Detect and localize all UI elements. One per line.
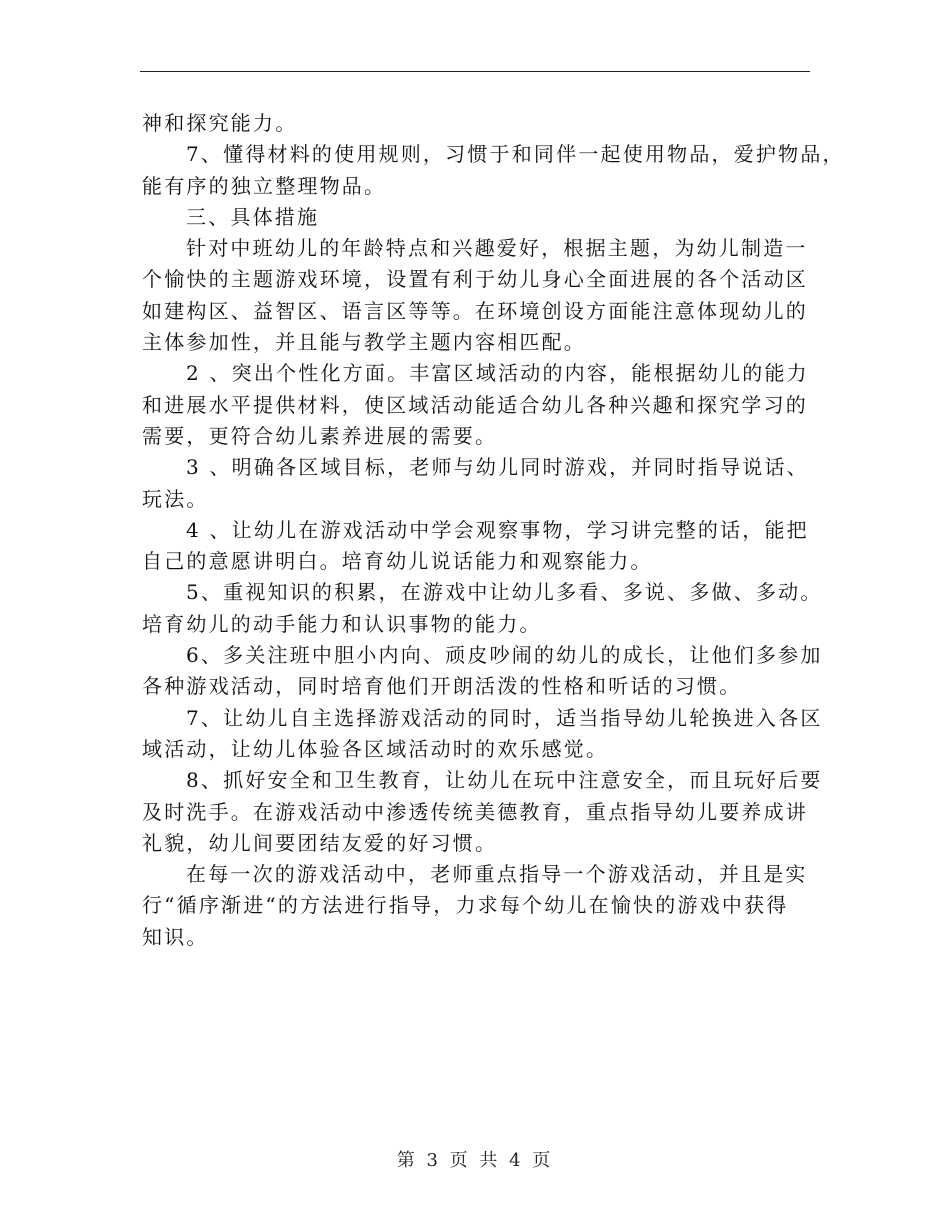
text-line: 7、懂得材料的使用规则，习惯于和同伴一起使用物品，爱护物品， bbox=[186, 142, 845, 167]
text-line: 如建构区、益智区、语言区等等。在环境创设方面能注意体现幼儿的 bbox=[142, 298, 808, 323]
text-line: 个愉快的主题游戏环境，设置有利于幼儿身心全面进展的各个活动区 bbox=[142, 267, 808, 292]
text-line: 神和探究能力。 bbox=[142, 111, 298, 135]
text-line: 7、让幼儿自主选择游戏活动的同时，适当指导幼儿轮换进入各区 bbox=[186, 705, 823, 730]
text-line: 自己的意愿讲明白。培育幼儿说话能力和观察能力。 bbox=[142, 549, 653, 574]
text-line: 4 、让幼儿在游戏活动中学会观察事物，学习讲完整的话，能把 bbox=[186, 517, 809, 542]
text-line: 和进展水平提供材料，使区域活动能适合幼儿各种兴趣和探究学习的 bbox=[142, 392, 808, 417]
text-line: 及时洗手。在游戏活动中渗透传统美德教育，重点指导幼儿要养成讲 bbox=[142, 799, 808, 824]
text-line: 各种游戏活动，同时培育他们开朗活泼的性格和听话的习惯。 bbox=[142, 674, 742, 699]
text-line: 能有序的独立整理物品。 bbox=[142, 173, 387, 198]
text-line: 5、重视知识的积累，在游戏中让幼儿多看、多说、多做、多动。 bbox=[186, 580, 823, 605]
text-line: 2 、突出个性化方面。丰富区域活动的内容，能根据幼儿的能力 bbox=[186, 361, 809, 386]
text-line: 行“循序渐进“的方法进行指导，力求每个幼儿在愉快的游戏中获得 bbox=[142, 893, 789, 918]
text-line: 域活动，让幼儿体验各区域活动时的欢乐感觉。 bbox=[142, 736, 609, 761]
text-line: 3 、明确各区域目标，老师与幼儿同时游戏，并同时指导说话、 bbox=[186, 455, 809, 480]
text-line: 主体参加性，并且能与教学主题内容相匹配。 bbox=[142, 330, 586, 355]
text-line: 知识。 bbox=[142, 924, 209, 949]
text-line: 8、抓好安全和卫生教育，让幼儿在玩中注意安全，而且玩好后要 bbox=[186, 768, 823, 793]
text-line: 针对中班幼儿的年龄特点和兴趣爱好，根据主题，为幼儿制造一 bbox=[186, 236, 808, 261]
text-line: 培育幼儿的动手能力和认识事物的能力。 bbox=[142, 611, 542, 636]
text-line: 在每一次的游戏活动中，老师重点指导一个游戏活动，并且是实 bbox=[186, 862, 808, 887]
text-line: 6、多关注班中胆小内向、顽皮吵闹的幼儿的成长，让他们多参加 bbox=[186, 643, 823, 668]
document-body bbox=[142, 108, 845, 953]
page-number-footer: 第 3 页 共 4 页 bbox=[396, 1150, 554, 1171]
section-heading: 三、具体措施 bbox=[186, 204, 320, 229]
text-line: 玩法。 bbox=[142, 486, 209, 511]
text-line: 礼貌，幼儿间要团结友爱的好习惯。 bbox=[142, 830, 498, 855]
text-line: 需要，更符合幼儿素养进展的需要。 bbox=[142, 423, 498, 448]
header-rule bbox=[140, 71, 810, 72]
